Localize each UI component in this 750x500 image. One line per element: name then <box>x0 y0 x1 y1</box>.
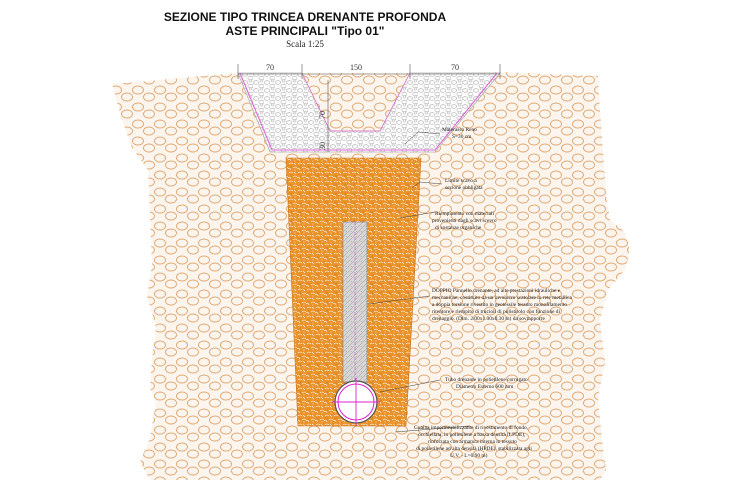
drawing-scale: Scala 1:25 <box>286 39 324 49</box>
annotation-membrane-line-4: di polietilene ad alta densità (HPDE), stabilizzata agli <box>416 446 532 452</box>
annotation-pipe-line-2: Diametro Esterno 600 mm <box>456 384 514 390</box>
annotation-backfill-line-1: Riempimento con materiali <box>435 211 494 217</box>
annotation-panel-line-1: DOPPIO Pannello drenante, ad alte prestazioni idrauliche e <box>432 288 561 294</box>
annotation-excavation-line-2: sezione obbligata <box>445 185 483 191</box>
annotation-membrane-line-5: U.V. - L=0.90 m) <box>450 453 488 459</box>
annotation-membrane-line-1: Guaina impermeabilizzante di rivestimento di fondo, <box>414 425 529 431</box>
annotation-mattress-line-1: Materasso Reno <box>442 127 477 133</box>
annotation-panel-line-5: drenaggio. (Dim. 2.00x1.00x0.30 m) da sovrapporre <box>432 316 545 322</box>
annotation-mattress-line-2: S=30 cm <box>452 134 472 140</box>
dim-top-center: 150 <box>350 63 362 72</box>
dim-top-left: 70 <box>266 63 274 72</box>
annotation-panel-line-2: meccaniche, costituito da un involucro scatolare in rete metallica <box>432 295 572 301</box>
drawing-subtitle: ASTE PRINCIPALI "Tipo 01" <box>225 24 385 38</box>
dim-layer-height: 70 <box>318 111 327 119</box>
annotation-backfill-line-2: provenienti dagli scavi scevro <box>432 218 497 224</box>
dim-layer-30: 30 <box>318 142 327 150</box>
annotation-excavation-limit <box>445 178 483 191</box>
dim-top-right: 70 <box>451 63 459 72</box>
annotation-membrane-line-3: rinforzata con armatura interna in tessuto <box>428 439 517 445</box>
annotation-membrane-line-2: occhiellata, in polietilene a bassa densità (LPDE), <box>418 432 526 438</box>
annotation-excavation-line-1: Limite scavo a <box>445 178 477 184</box>
annotation-backfill-line-3: di sostanze organiche <box>435 225 482 231</box>
drawing-title: SEZIONE TIPO TRINCEA DRENANTE PROFONDA <box>163 10 447 24</box>
annotation-panel-line-4: ritentore e riempito di trucioli di polistirolo con funzione di <box>432 309 560 315</box>
annotation-pipe-line-1: Tubo drenante in polietilene corrugato <box>445 377 528 383</box>
annotation-panel-line-3: a doppia torsione rivestito in geotessile tessuto monofilamento <box>432 302 567 308</box>
